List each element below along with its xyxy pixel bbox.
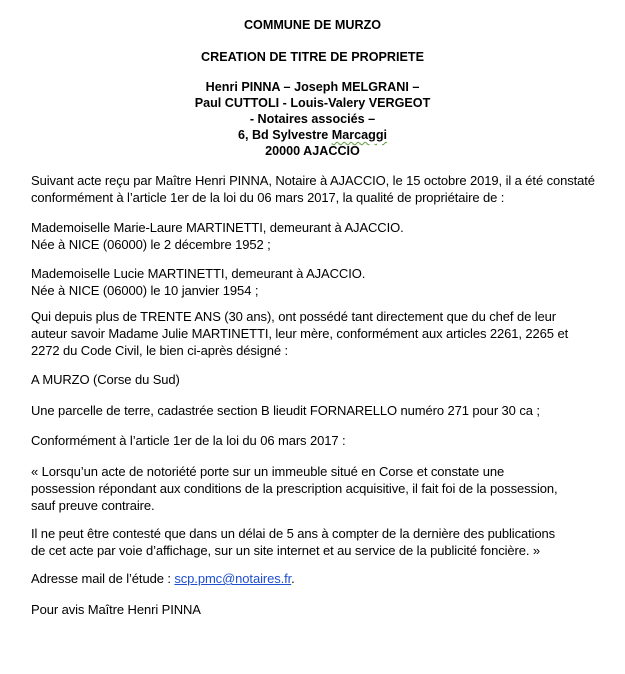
intro-line: conformément à l’article 1er de la loi du 06 mars 2017, la qualité de propriétaire de :	[31, 190, 505, 205]
parcel-description: Une parcelle de terre, cadastrée section B lieudit FORNARELLO numéro 271 pour 30 ca ;	[31, 403, 540, 418]
contestation-line: Il ne peut être contesté que dans un délai de 5 ans à compter de la dernière des publications	[31, 526, 556, 541]
possession-line: 2272 du Code Civil, le bien ci-après désigné :	[31, 343, 289, 358]
owner-1-name: Mademoiselle Marie-Laure MARTINETTI, demeurant à AJACCIO.	[31, 220, 404, 235]
signature-line: Pour avis Maître Henri PINNA	[31, 602, 201, 617]
law-quote-paragraph	[31, 463, 601, 514]
notaires-line-3: - Notaires associés –	[249, 112, 376, 126]
possession-line: Qui depuis plus de TRENTE ANS (30 ans), ont possédé tant directement que du chef de leur	[31, 309, 556, 324]
email-suffix: .	[291, 571, 295, 586]
office-address	[0, 127, 625, 143]
intro-paragraph	[31, 172, 601, 206]
contestation-line: de cet acte par voie d’affichage, sur un site internet et au service de la publicité foncière. »	[31, 543, 541, 558]
notaires-line-1: Henri PINNA – Joseph MELGRANI –	[205, 80, 420, 94]
owner-2-name: Mademoiselle Lucie MARTINETTI, demeurant à AJACCIO.	[31, 266, 366, 281]
law-quote-line: sauf preuve contraire.	[31, 498, 155, 513]
law-quote-line: « Lorsqu’un acte de notoriété porte sur un immeuble situé en Corse et constate une	[31, 464, 505, 479]
possession-paragraph	[31, 308, 601, 359]
document-title: CREATION DE TITRE DE PROPRIETE	[201, 50, 424, 64]
owner-2-birth: Née à NICE (06000) le 10 janvier 1954 ;	[31, 283, 259, 298]
email-label: Adresse mail de l’étude :	[31, 571, 175, 586]
email-link[interactable]: scp.pmc@notaires.fr	[174, 571, 292, 586]
property-location: A MURZO (Corse du Sud)	[31, 372, 180, 387]
office-email-line	[31, 570, 601, 587]
contestation-paragraph	[31, 525, 601, 559]
owner-2-paragraph	[31, 265, 601, 299]
owner-1-birth: Née à NICE (06000) le 2 décembre 1952 ;	[31, 237, 271, 252]
commune-heading: COMMUNE DE MURZO	[243, 18, 382, 32]
address-street: Marcaggi	[331, 128, 388, 142]
owner-1-paragraph	[31, 219, 601, 253]
notaires-line-2: Paul CUTTOLI - Louis-Valery VERGEOT	[194, 96, 431, 110]
possession-line: auteur savoir Madame Julie MARTINETTI, leur mère, conformément aux articles 2261, 2265 et	[31, 326, 569, 341]
office-city: 20000 AJACCIO	[265, 144, 360, 158]
legal-reference: Conformément à l’article 1er de la loi du 06 mars 2017 :	[31, 433, 346, 448]
intro-line: Suivant acte reçu par Maître Henri PINNA, Notaire à AJACCIO, le 15 octobre 2019, il a été constaté	[31, 173, 595, 188]
law-quote-line: possession répondant aux conditions de la prescription acquisitive, il fait foi de la possession,	[31, 481, 558, 496]
address-prefix: 6, Bd Sylvestre	[237, 128, 332, 142]
